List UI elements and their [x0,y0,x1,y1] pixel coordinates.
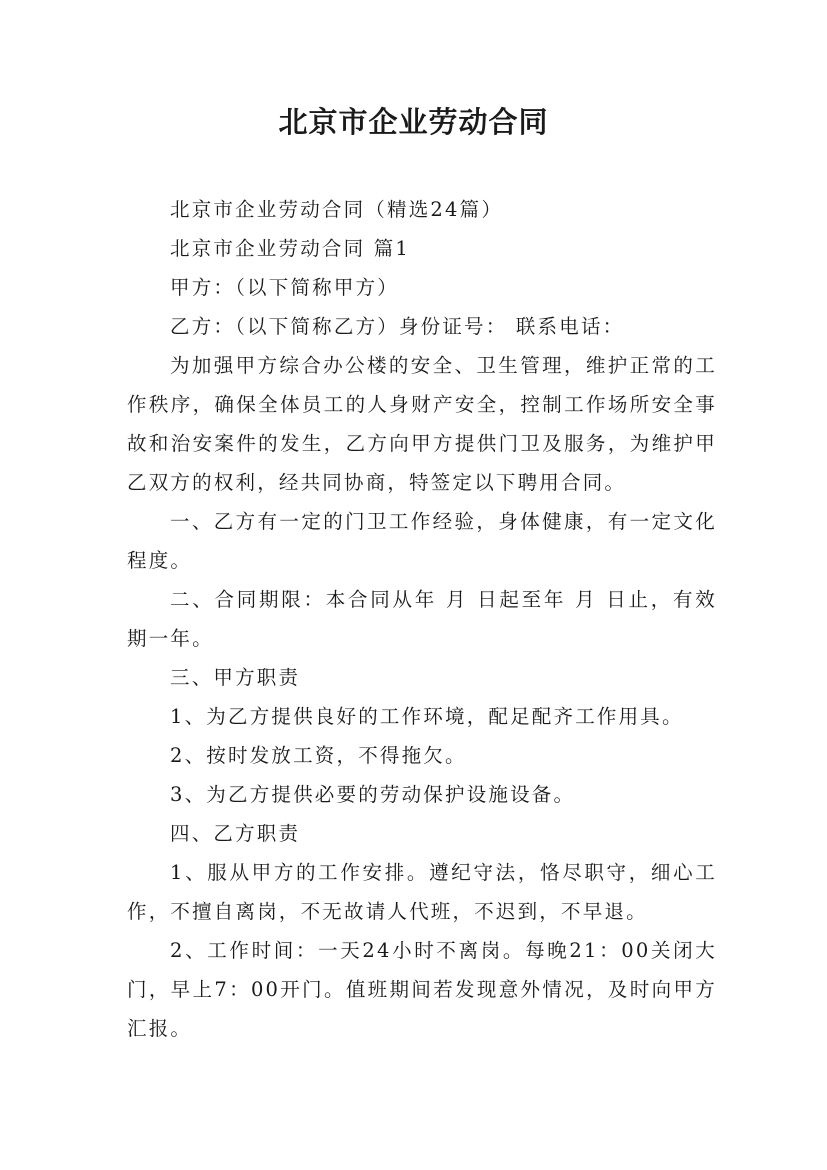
paragraph-clause-3-item-2: 2、按时发放工资，不得拖欠。 [170,744,467,767]
document-body [127,190,717,1048]
paragraph-clause-1: 一、乙方有一定的门卫工作经验，身体健康，有一定文化程度。 [127,510,717,572]
paragraph-clause-4-item-1: 1、服从甲方的工作安排。遵纪守法，恪尽职守，细心工作，不擅自离岗，不无故请人代班，不迟到，不早退。 [127,861,717,923]
paragraph-clause-3-item-3: 3、为乙方提供必要的劳动保护设施设备。 [170,783,576,806]
paragraph-party-a: 甲方：（以下简称甲方） [170,276,399,299]
document-title: 北京市企业劳动合同 [278,105,549,139]
paragraph-preamble: 为加强甲方综合办公楼的安全、卫生管理，维护正常的工作秩序，确保全体员工的人身财产安全，控制工作场所安全事故和治安案件的发生，乙方向甲方提供门卫及服务，为维护甲乙双方的权利，经共同协商，特签定以下聘用合同。 [127,354,717,494]
paragraph-clause-4-heading: 四、乙方职责 [170,822,301,845]
paragraph-party-b: 乙方：（以下简称乙方）身份证号： 联系电话： [170,315,625,338]
paragraph-subtitle: 北京市企业劳动合同（精选24篇） [170,198,504,221]
paragraph-clause-2: 二、合同期限：本合同从年 月 日起至年 月 日止，有效期一年。 [127,588,717,650]
paragraph-clause-3-item-1: 1、为乙方提供良好的工作环境，配足配齐工作用具。 [170,705,684,728]
paragraph-section-heading: 北京市企业劳动合同 篇1 [170,237,411,260]
paragraph-clause-3-heading: 三、甲方职责 [170,666,301,689]
paragraph-clause-4-item-2: 2、工作时间：一天24小时不离岗。每晚21：00关闭大门，早上7：00开门。值班期间若发现意外情况，及时向甲方汇报。 [127,939,717,1040]
